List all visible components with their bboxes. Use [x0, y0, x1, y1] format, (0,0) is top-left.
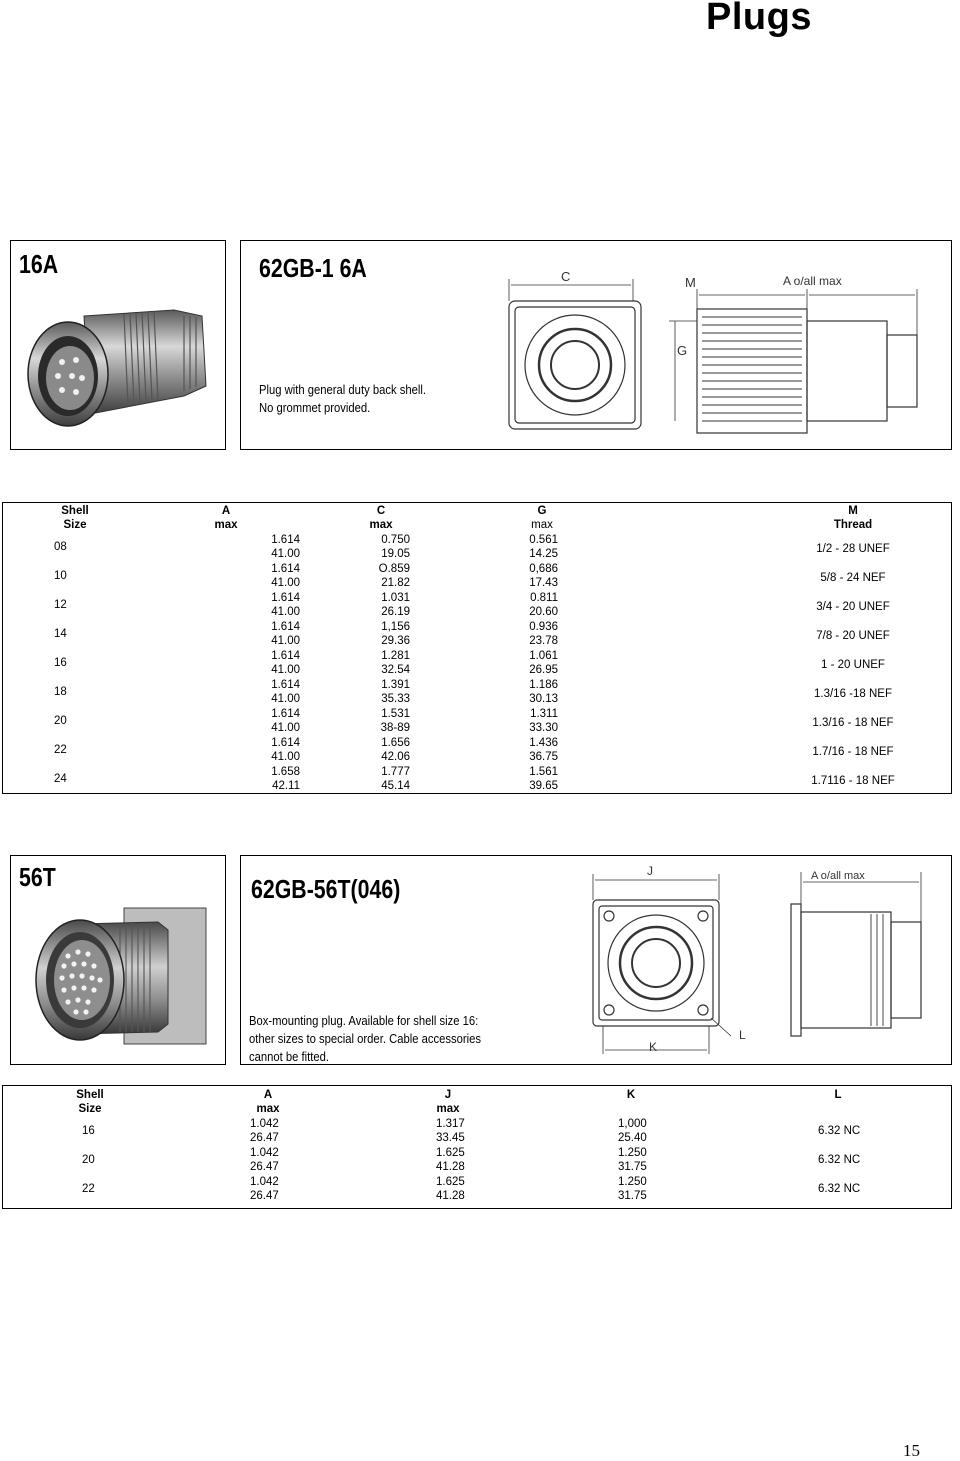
cell-value: 14.25: [529, 547, 558, 560]
cell-value: 1.614: [271, 620, 300, 633]
header-g: G: [537, 505, 547, 517]
table-row: [2, 706, 952, 735]
m-thread-cell: 7/8 - 20 UNEF: [816, 629, 890, 642]
shell-size-cell: 14: [54, 627, 67, 640]
m-thread-cell: 1/2 - 28 UNEF: [816, 542, 890, 555]
shell-size-cell: 20: [54, 714, 67, 727]
cell-value: 1.561: [529, 765, 558, 778]
part-number: 62GB-1 6A: [259, 253, 367, 283]
shell-size-cell: 16: [54, 656, 67, 669]
c-max-cell: [304, 677, 458, 706]
cell-value: 20.60: [529, 605, 558, 618]
cell-value: 0.811: [530, 591, 558, 604]
cell-value: 1.042: [250, 1117, 279, 1130]
description-line: other sizes to special order. Cable accessories: [249, 1032, 481, 1046]
cell-value: 26.19: [381, 605, 410, 618]
box-mount-dimension-drawing: [581, 864, 943, 1060]
box-mount-plug-photo: [28, 900, 218, 1050]
shell-size-cell: 12: [54, 598, 67, 611]
dimension-table-56t: [2, 1088, 952, 1203]
cell-value: 1.250: [618, 1175, 647, 1188]
cell-value: 41.28: [436, 1160, 465, 1173]
cell-value: 1,000: [618, 1117, 647, 1130]
subheader-a: max: [256, 1103, 280, 1115]
shell-size-cell: 22: [82, 1182, 95, 1195]
page-number: 15: [903, 1441, 920, 1460]
header-a: A: [263, 1089, 273, 1101]
c-max-cell: [304, 706, 458, 735]
a-max-cell: [148, 706, 304, 735]
cell-value: 0.936: [529, 620, 558, 633]
cell-value: 1.281: [381, 649, 410, 662]
table-row: [2, 735, 952, 764]
cell-value: 1.614: [271, 707, 300, 720]
cell-value: 0.750: [381, 533, 410, 546]
plug-photo: [24, 296, 214, 436]
cell-value: 36.75: [529, 750, 558, 763]
cell-value: 41.00: [271, 576, 300, 589]
cell-value: 1.625: [436, 1175, 465, 1188]
shell-size-cell: 22: [54, 743, 67, 756]
header-shell: Shell: [61, 505, 89, 517]
cell-value: 17.43: [529, 576, 558, 589]
l-cell: 6.32 NC: [818, 1182, 861, 1195]
table-row: [2, 532, 952, 561]
m-thread-cell: 1.3/16 -18 NEF: [814, 687, 892, 700]
drawing-label-m: M: [685, 275, 696, 290]
drawing-label-c: C: [561, 269, 571, 284]
subheader-m: Thread: [833, 519, 873, 531]
header-j: J: [444, 1089, 452, 1101]
j-max-cell: [358, 1145, 538, 1174]
cell-value: 26.47: [250, 1160, 279, 1173]
cell-value: 41.00: [271, 605, 300, 618]
cell-value: 26.47: [250, 1131, 279, 1144]
cell-value: 1.317: [436, 1117, 465, 1130]
table-row: [2, 1174, 952, 1203]
c-max-cell: [304, 532, 458, 561]
description-line: No grommet provided.: [259, 401, 371, 415]
cell-value: 0.561: [529, 533, 558, 546]
table-row: [2, 648, 952, 677]
a-max-cell: [148, 532, 304, 561]
product-detail-box-62gb-16a: [240, 240, 952, 450]
cell-value: 25.40: [618, 1131, 647, 1144]
part-number: 62GB-56T(046): [251, 874, 401, 904]
shell-size-cell: 24: [54, 772, 67, 785]
shell-size-cell: 16: [82, 1124, 95, 1137]
cell-value: 23.78: [529, 634, 558, 647]
cell-value: 1.614: [271, 649, 300, 662]
cell-value: 39.65: [529, 779, 558, 792]
subheader-c: max: [369, 519, 393, 531]
c-max-cell: [304, 561, 458, 590]
cell-value: 1.311: [530, 707, 558, 720]
c-max-cell: [304, 590, 458, 619]
cell-value: 31.75: [618, 1160, 647, 1173]
plug-dimension-drawing: [497, 265, 937, 445]
cell-value: 1,156: [381, 620, 410, 633]
description-line: Plug with general duty back shell.: [259, 383, 426, 397]
shell-size-cell: 20: [82, 1153, 95, 1166]
cell-value: 1.531: [381, 707, 410, 720]
cell-value: 41.28: [436, 1189, 465, 1202]
c-max-cell: [304, 735, 458, 764]
cell-value: 41.00: [271, 750, 300, 763]
cell-value: 35.33: [381, 692, 410, 705]
a-max-cell: [148, 677, 304, 706]
subheader-a: max: [214, 519, 238, 531]
m-thread-cell: 1 - 20 UNEF: [821, 658, 885, 671]
cell-value: 1.656: [381, 736, 410, 749]
subheader-j: max: [436, 1103, 460, 1115]
a-max-cell: [178, 1145, 358, 1174]
subheader-g: max: [531, 519, 553, 531]
description-line: Box-mounting plug. Available for shell size 16:: [249, 1014, 479, 1028]
cell-value: 0,686: [529, 562, 558, 575]
g-max-cell: [458, 648, 626, 677]
cell-value: 1.436: [529, 736, 558, 749]
g-max-cell: [458, 561, 626, 590]
table-row: [2, 1116, 952, 1145]
cell-value: 1.614: [271, 591, 300, 604]
g-max-cell: [458, 677, 626, 706]
product-detail-box-62gb-56t: [240, 855, 952, 1065]
cell-value: 33.45: [436, 1131, 465, 1144]
g-max-cell: [458, 764, 626, 793]
j-max-cell: [358, 1174, 538, 1203]
cell-value: 42.06: [381, 750, 410, 763]
m-thread-cell: 1.7/16 - 18 NEF: [812, 745, 894, 758]
g-max-cell: [458, 706, 626, 735]
cell-value: 1.031: [381, 591, 410, 604]
cell-value: 33.30: [529, 721, 558, 734]
cell-value: 42.11: [272, 779, 300, 792]
cell-value: 1.614: [271, 736, 300, 749]
cell-value: 41.00: [271, 692, 300, 705]
drawing-label-l: L: [739, 1028, 746, 1042]
cell-value: 1.250: [618, 1146, 647, 1159]
cell-value: 1.614: [271, 533, 300, 546]
k-cell: [538, 1145, 724, 1174]
cell-value: 19.05: [381, 547, 410, 560]
shell-size-cell: 18: [54, 685, 67, 698]
cell-value: 1.061: [529, 649, 558, 662]
header-a: A: [221, 505, 231, 517]
drawing-label-g: G: [677, 343, 688, 358]
k-cell: [538, 1174, 724, 1203]
drawing-label-k: K: [649, 1040, 658, 1054]
product-code: 16A: [19, 249, 59, 279]
cell-value: 1.042: [250, 1146, 279, 1159]
cell-value: 1.186: [529, 678, 558, 691]
shell-size-cell: 08: [54, 540, 67, 553]
cell-value: 29.36: [381, 634, 410, 647]
table-row: [2, 590, 952, 619]
table-row: [2, 619, 952, 648]
a-max-cell: [148, 590, 304, 619]
cell-value: 45.14: [381, 779, 410, 792]
cell-value: 31.75: [618, 1189, 647, 1202]
m-thread-cell: 3/4 - 20 UNEF: [816, 600, 890, 613]
a-max-cell: [148, 735, 304, 764]
dimension-table-16a: [2, 504, 952, 793]
g-max-cell: [458, 735, 626, 764]
table-row: [2, 677, 952, 706]
c-max-cell: [304, 619, 458, 648]
product-description: [259, 381, 426, 417]
drawing-label-a: A o/all max: [811, 870, 865, 882]
header-shell: Shell: [76, 1089, 104, 1101]
table-row: [2, 764, 952, 793]
a-max-cell: [148, 764, 304, 793]
g-max-cell: [458, 619, 626, 648]
cell-value: 26.95: [529, 663, 558, 676]
m-thread-cell: 5/8 - 24 NEF: [820, 571, 886, 584]
description-line: cannot be fitted.: [249, 1050, 330, 1064]
c-max-cell: [304, 648, 458, 677]
header-k: K: [626, 1089, 636, 1101]
cell-value: 26.47: [250, 1189, 279, 1202]
g-max-cell: [458, 590, 626, 619]
cell-value: 41.00: [271, 634, 300, 647]
a-max-cell: [178, 1174, 358, 1203]
cell-value: 30.13: [529, 692, 558, 705]
cell-value: 1.614: [271, 678, 300, 691]
a-max-cell: [148, 648, 304, 677]
cell-value: 41.00: [271, 663, 300, 676]
shell-size-cell: 10: [54, 569, 67, 582]
drawing-label-j: J: [647, 864, 653, 878]
g-max-cell: [458, 532, 626, 561]
cell-value: 1.614: [271, 562, 300, 575]
cell-value: 38-89: [380, 721, 410, 734]
cell-value: 1.777: [381, 765, 410, 778]
product-description: [249, 1012, 481, 1066]
j-max-cell: [358, 1116, 538, 1145]
m-thread-cell: 1.7116 - 18 NEF: [811, 774, 895, 787]
cell-value: 1.625: [436, 1146, 465, 1159]
cell-value: 1.391: [381, 678, 410, 691]
header-l: L: [834, 1089, 842, 1101]
a-max-cell: [178, 1116, 358, 1145]
cell-value: 1.658: [271, 765, 300, 778]
l-cell: 6.32 NC: [818, 1124, 861, 1137]
drawing-label-a: A o/all max: [783, 274, 842, 288]
cell-value: O.859: [378, 562, 410, 575]
cell-value: 32.54: [381, 663, 410, 676]
cell-value: 41.00: [271, 721, 300, 734]
table-row: [2, 561, 952, 590]
m-thread-cell: 1.3/16 - 18 NEF: [812, 716, 894, 729]
c-max-cell: [304, 764, 458, 793]
header-m: M: [848, 505, 858, 517]
cell-value: 41.00: [271, 547, 300, 560]
l-cell: 6.32 NC: [818, 1153, 861, 1166]
page-title: Plugs: [706, 0, 812, 38]
subheader-size: Size: [78, 1103, 102, 1115]
table-row: [2, 1145, 952, 1174]
cell-value: 1.042: [250, 1175, 279, 1188]
product-code: 56T: [19, 862, 56, 892]
k-cell: [538, 1116, 724, 1145]
a-max-cell: [148, 619, 304, 648]
a-max-cell: [148, 561, 304, 590]
cell-value: 21.82: [381, 576, 410, 589]
header-c: C: [376, 505, 386, 517]
subheader-size: Size: [63, 519, 87, 531]
